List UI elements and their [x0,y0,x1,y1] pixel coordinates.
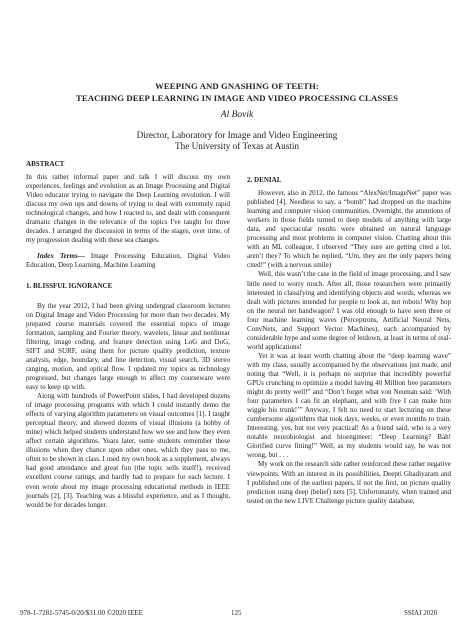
section-2-paragraph-3: Yet it was at least worth chatting about the “deep learning wave” with my class, usually accompanied by the observations just made, and noting that “Well, it is perhaps no surprise that incredibly powerful GPUs crunching to optimize a model having 40 Million free parameters might do pretty well!” and “Don’t forget what von Neuman said: ‘With four parameters I can fit an elephant, and with five I can make him wiggle his trunk!’” Anyway, I felt no need to start lecturing on these cumbersome algorithms that took days, weeks, or even months to train. Interesting, yes, but not very practical! As a friend said, who is a very notable neurobiologist and bioengineer: “Deep Learning? Bah! Glorified curve fitting!” Well, as my students would say, he was not wrong, but . . . [247,351,451,460]
affiliation-line-1: Director, Laboratory for Image and Video Engineering [136,130,338,140]
left-column [26,160,230,510]
section-2-paragraph-2: Well, this wasn’t the case in the field of image processing, and I saw little need to worry much. After all, those researchers were primarily interested in classifying and identifying objects and words, whereas we dealt with pictures intended for people to look at, not robots! Why hop on the neural net bandwagon? I was old enough to have seen three or four machine learning waves (Perceptrons, Artificial Neural Nets, ConvNets, and Support Vector Machines), each accompanied by considerable hype and some degree of letdown, at least in terms of real-world applications! [247,270,451,351]
footer-isbn: 978-1-7281-5745-0/20/$31.00 ©2020 IEEE [20,609,143,617]
affiliation-line-2: The University of Texas at Austin [175,141,299,151]
section-1-heading: 1. BLISSFUL IGNORANCE [26,281,113,290]
section-2-paragraph-1: However, also in 2012, the famous “AlexNet/ImageNet” paper was published [4]. Needless to say, a “bomb” had dropped on the machine learning and computer vision communities. Overnight, the attentions of workers in those fields turned to deep models of anything with large data, and spectacular results were obtained on natural language processing and most problems in computer vision. Chatting about this with an ML colleague, I observed “They sure are getting cited a lot, aren’t they? To which he replied, “Um, they are the only papers being cited!” (with a nervous smile) [247,189,451,270]
author-name: Al Bovik [220,110,254,120]
index-terms [26,252,230,270]
index-terms-text: Image Processing Education, Digital Video Education, Deep Learning, Machine Learning [26,252,230,270]
section-2-heading: 2. DENIAL [247,176,282,184]
abstract-text: In this rather informal paper and talk I will discuss my own experiences, feelings and evolution as an Image Processing and Digital Video educator trying to navigate the Deep Learning revolution. I will discuss my own ups and downs of trying to deal with extremely rapid technological changes, and how I reacted to, and dealt with consequent dramatic changes in the relevance of the topics I've taught for three decades. I arranged the discussion in terms of the stages, over time, of my progression dealing with these sea changes. [26,173,230,245]
footer-venue: SSIAI 2020 [404,609,438,617]
section-1-paragraph-2: Along with hundreds of PowerPoint slides, I had developed dozens of image processing programs with which I could instantly demo the effects of varying algorithm parameters on visual outcomes [1]. I taught perceptual theory, and showed dozens of visual illusions (a hobby of mine) which helped students understand how we see and how they even affect certain algorithms. Years later, some students remember these illusions when they chance upon other ones, which they pass to me, often to be shown in class. I used my own book as a supplement, always had good attendance and great fun (the topic sells itself!), received excellent course ratings, and hardly had to prepare for each lecture. I even wrote about my image processing educational methods in IEEE journals [2], [3]. Teaching was a blissful experience, and as I thought, would be for decades longer. [26,392,230,509]
paper-title-line-1: WEEPING AND GNASHING OF TEETH: [155,81,319,91]
section-1-paragraph-1: By the year 2012, I had been giving undergrad classroom lectures on Digital Image and Video Processing for more than two decades. My prepared course materials covered the essential topics of image formation, sampling and Fourier theory, wavelets, linear and nonlinear filtering, image coding, and feature detection using LoG and DoG, SIFT and SURF, using them for picture quality prediction, texture analysis, edge, boundary, and line detection, visual search, 3D stereo ranging, motion, and optical flow. I updated my topics as technology progressed, but changes large enough to affect my courseware were easy to keep up with. [26,301,230,391]
section-2-paragraph-4: My work on the research side rather reinforced these rather negative viewpoints. With an interest in its possibilities, Deepti Ghadiyaram and I published one of the earliest papers, if not the first, on picture quality prediction using deep (belief) nets [5]. Unfortunately, when trained and tested on the new LIVE Challenge picture quality database, [247,460,451,505]
paper-title-line-2: TEACHING DEEP LEARNING IN IMAGE AND VIDEO PROCESSING CLASSES [75,93,399,103]
index-terms-label: Index Terms— [37,252,85,261]
abstract-heading: ABSTRACT [26,160,65,168]
right-column [247,160,451,506]
footer-page-number: 125 [231,609,242,617]
